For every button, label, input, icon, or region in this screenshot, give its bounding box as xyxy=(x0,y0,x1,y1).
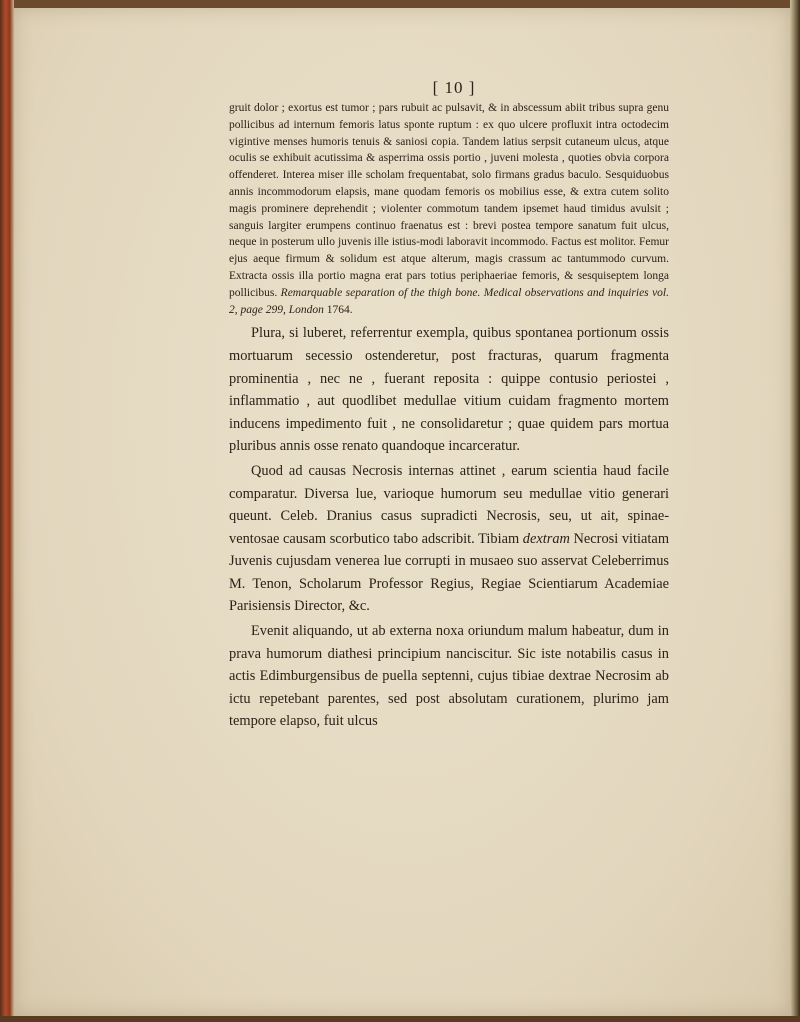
paragraph-2-italic: dextram xyxy=(522,530,570,547)
paragraph-2 xyxy=(229,460,669,618)
citation-year: 1764. xyxy=(323,303,353,316)
book-page xyxy=(14,8,790,1016)
paragraph-3-text: Evenit aliquando, ut ab externa noxa oriundum malum habeatur, dum in prava humorum diathesi principium nanciscitur. Sic iste notabilis casus in actis Edimburgensibus de puella septenni, cujus tibiae dextrae Necrosim ab ictu repetebant parentes, sed post absolutam curationem, plurimo jam tempore elapso, fuit ulcus xyxy=(229,623,669,730)
paragraph-2-text-a: Quod ad causas Necrosis internas attinet , earum scientia haud facile comparatur. Diversa lue, varioque humorum seu medullae vitio generari queunt. Celeb. Dranius casus supradicti Necrosis, seu, ut ait, spinae-ventosae causam scorbutico tabo adscribit. Tibiam xyxy=(229,462,669,547)
paragraph-1-text: Plura, si luberet, referrentur exempla, quibus spontanea portionum ossis mortuarum secessio ostenderetur, post fracturas, quarum fragmenta prominentia , nec ne , fuerant reposita : quippe contusio periostei , inflammatio , aut quodlibet medullae vitium cuidam fragmento mortem inducens impedimento fuit , ne consolidaretur ; quae quidem pars mortua pluribus annis osse renato quandoque incarceratur. xyxy=(229,325,669,455)
case-note-paragraph xyxy=(229,100,669,318)
page-bottom-edge xyxy=(0,1016,800,1022)
page-text-block xyxy=(229,78,669,733)
page-number: [ 10 ] xyxy=(432,78,476,97)
book-spine-edge xyxy=(0,0,14,1022)
case-note-text: gruit dolor ; exortus est tumor ; pars rubuit ac pulsavit, & in abscessum abiit tribus supra genu pollicibus ad internum femoris latus sponte ruptum : ex quo ulcere profluxit intra octodecim vigintive menses humoris tenuis & saniosi copia. Tandem latius serpsit cutaneum ulcus, atque oculis se exhibuit acutissima & asperrima ossis portio , juveni molesta , quoties obvia corpora offenderet. Interea miser ille scholam frequentabat, solo firmans gradus baculo. Sesquiduobus annis incommodorum elapsis, mane quodam femoris os mobilius esse, & extra cutem solito magis prominere deprehendit ; violenter commotum tandem ipsemet haud timidus avulsit ; sanguis largiter erumpens continuo fraenatus est : brevi postea tempore sanatum fuit ulcus, neque in posterum ullo juvenis ille istius-modi laboravit incommodo. Factus est molitor. Femur ejus aeque firmum & solidum est atque alterum, magis crassum ac tantummodo curvum. Extracta ossis illa portio magna erat pars totius periphaeriae femoris, & sesquiseptem longa pollicibus. xyxy=(229,102,669,299)
paragraph-2-text-b: Necrosi vitiatam Juvenis cujusdam venerea lue corrupti in musaeo suo asservat Celeberrimus M. Tenon, Scholarum Professor Regius, Regiae Scientiarum Academiae Parisiensis Director, &c. xyxy=(229,530,670,615)
paragraph-3 xyxy=(229,620,669,733)
page-right-edge xyxy=(790,0,800,1022)
citation-italic: Remarquable separation of the thigh bone. Medical observations and inquiries vol. 2, page 299, London xyxy=(229,286,669,316)
paragraph-1 xyxy=(229,322,669,458)
